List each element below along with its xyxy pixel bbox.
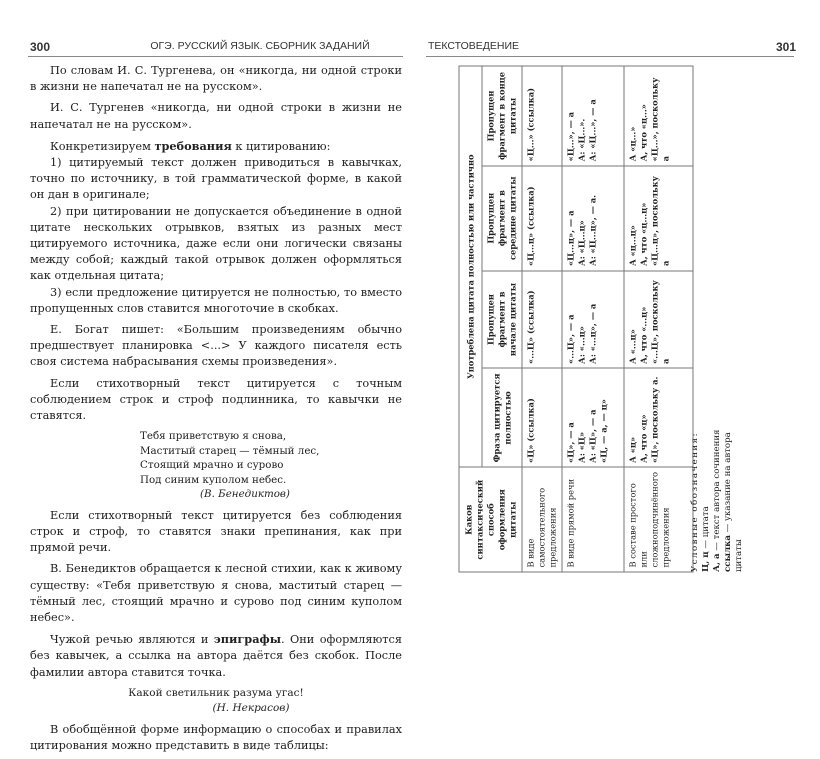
cell-line: А: «Ц...». (576, 118, 587, 162)
text: Чужой речью являются и (50, 633, 214, 647)
cell-line: «Ц...» (ссылка) (525, 87, 536, 162)
table-cell (624, 166, 693, 271)
header-rule-right (426, 56, 794, 57)
table-cell (624, 368, 693, 467)
bold-term: эпиграфы (213, 632, 282, 647)
table-cell (624, 271, 693, 369)
poem-line: Тебя приветствую я снова, (140, 430, 287, 443)
page-number-left: 300 (30, 40, 51, 54)
row-label: В виде прямой речи (562, 467, 624, 572)
poem-line: Стоящий мрачно и сурово (140, 459, 284, 472)
citation-table (459, 66, 694, 573)
table-cell (522, 368, 562, 467)
running-title-left: ОГЭ. РУССКИЙ ЯЗЫК. СБОРНИК ЗАДАНИЙ (150, 40, 370, 52)
cell-line: А: «Ц» (576, 431, 587, 463)
legend-key: А, а (712, 553, 722, 572)
header-rule-left (28, 56, 403, 57)
cell-line: А, что «ц» (638, 414, 649, 463)
paragraph: 2) при цитировании не допускается объединение в одной цитате нескольких отрывков, взятых из разных мест цитируемого источника, даже если они логически связаны между собой; каждый такой отрывок должен оформляться как отдельная цитата; (30, 204, 402, 283)
legend-value: — цитата (701, 506, 711, 552)
cell-line: «Ц...», поскольку а (649, 77, 671, 162)
cell-line: «...Ц», поскольку а (649, 280, 671, 364)
cell-line: А «ц...» (627, 126, 638, 162)
legend (690, 397, 745, 572)
header-start: Пропущен фрагмент в начале цитаты (482, 271, 522, 369)
cell-line: А: «...ц» (576, 326, 587, 364)
table-row (562, 66, 624, 572)
cell-line: «...Ц», — а (565, 314, 576, 364)
epigraph-author: (Н. Некрасов) (212, 701, 290, 714)
citation-table-rotated (459, 66, 681, 573)
cell-line: «...Ц» (ссылка) (525, 290, 536, 364)
cell-line: А: «Ц», — а (587, 409, 598, 463)
header-middle: Пропущен фрагмент в середине цитаты (482, 166, 522, 271)
paragraph: 1) цитируемый текст должен приводиться в кавычках, точно по источнику, в той грамматической форме, в какой он дан в оригинале; (30, 156, 402, 202)
legend-item (712, 397, 723, 572)
cell-line: А: «Ц...», — а (587, 99, 598, 162)
paragraph (30, 631, 402, 681)
cell-line: А «ц...ц» (627, 225, 638, 267)
cell-line: А: «...ц», — а (587, 303, 598, 364)
cell-line: «Ц...», — а (565, 111, 576, 162)
row-label: В составе простого или сложноподчинённого предложения (624, 467, 693, 572)
table-cell (522, 271, 562, 369)
table-row (624, 66, 693, 572)
legend-key: Ц, ц (701, 551, 711, 572)
cell-line: «Ц...ц», поскольку а (649, 176, 671, 267)
text: . Они оформляются без кавычек, а ссылка на автора даётся без скобок. После фамилии автора ставится точка. (30, 633, 402, 679)
header-end: Пропущен фрагмент в конце цитаты (482, 66, 522, 166)
paragraph: Е. Богат пишет: «Большим произведениям обычно предшествует планировка <...> У каждого писателя есть своя система набрасывания схемы произведения». (30, 323, 402, 369)
table-cell (624, 66, 693, 166)
header-group: Употреблена цитата полностью или частично (459, 66, 482, 467)
poem-line: Под синим куполом небес. (140, 473, 287, 486)
table-cell (522, 166, 562, 271)
legend-value: — текст автора сочинения (712, 429, 722, 554)
poem-line: Маститый старец — тёмный лес, (140, 444, 320, 457)
table-cell (562, 166, 624, 271)
header-syntax: Каков синтаксический способ оформления цитаты (459, 467, 522, 572)
cell-line: А: «Ц...ц» (576, 220, 587, 267)
running-title-right: ТЕКСТОВЕДЕНИЕ (428, 40, 520, 52)
table-row (522, 66, 562, 572)
cell-line: А «ц» (627, 436, 638, 463)
cell-line: А: «Ц...ц», — а. (587, 194, 598, 267)
table-cell (522, 66, 562, 166)
left-page-body (30, 63, 402, 759)
table-cell (562, 271, 624, 369)
legend-item (701, 397, 712, 572)
poem (140, 429, 402, 502)
paragraph: Если стихотворный текст цитируется с точным соблюдением строк и строф подлинника, то кавычки не ставятся. (30, 376, 402, 423)
legend-value: — указание на автора цитаты (723, 432, 744, 572)
cell-line: «Ц» (ссылка) (525, 398, 536, 463)
cell-line: «Ц», — а (565, 422, 576, 463)
legend-item (723, 397, 745, 572)
cell-line: «Ц», поскольку а. (649, 376, 660, 463)
cell-line: А, что «ц...» (638, 104, 649, 162)
cell-line: А «...ц» (627, 329, 638, 364)
paragraph: И. С. Тургенев «никогда, ни одной строки в жизни не напечатал не на русском». (30, 101, 402, 131)
paragraph: В обобщённой форме информацию о способах и правилах цитирования можно представить в виде таблицы: (30, 722, 402, 752)
paragraph: В. Бенедиктов обращается к лесной стихии, как к живому существу: «Тебя приветствую я снова, маститый старец — тёмный лес, стоящий мрачно и сурово под синим куполом небес». (30, 562, 402, 624)
paragraph: Если стихотворный текст цитируется без соблюдения строк и строф, то ставятся знаки препинания, как при прямой речи. (30, 508, 402, 555)
legend-title: Условные обозначения: (690, 432, 700, 572)
bold-term: требования (154, 138, 232, 153)
cell-line: «Ц...ц» (ссылка) (525, 186, 536, 267)
poem-author: (В. Бенедиктов) (200, 488, 290, 501)
text: Конкретизируем (50, 139, 155, 153)
cell-line: «Ц, — а, — ц» (598, 399, 609, 463)
epigraph (30, 686, 402, 716)
cell-line: А, что «...ц» (638, 306, 649, 364)
page-number-right: 301 (776, 40, 797, 54)
legend-key: ссылка (723, 535, 733, 572)
table-cell (562, 368, 624, 467)
cell-line: А, что «ц...ц» (638, 202, 649, 267)
paragraph: По словам И. С. Тургенева, он «никогда, ни одной строки в жизни не напечатал не на русском». (30, 64, 402, 94)
paragraph (30, 138, 402, 155)
cell-line: «Ц...ц», — а (565, 210, 576, 267)
epigraph-text: Какой светильник разума угас! (128, 686, 304, 699)
row-label: В виде самостоятельного предложения (522, 467, 562, 572)
header-full: Фраза цитируется полностью (482, 368, 522, 467)
paragraph: 3) если предложение цитируется не полностью, то вместо пропущенных слов ставится многоточие в скобках. (30, 285, 402, 315)
table-cell (562, 66, 624, 166)
text: к цитированию: (231, 139, 331, 153)
